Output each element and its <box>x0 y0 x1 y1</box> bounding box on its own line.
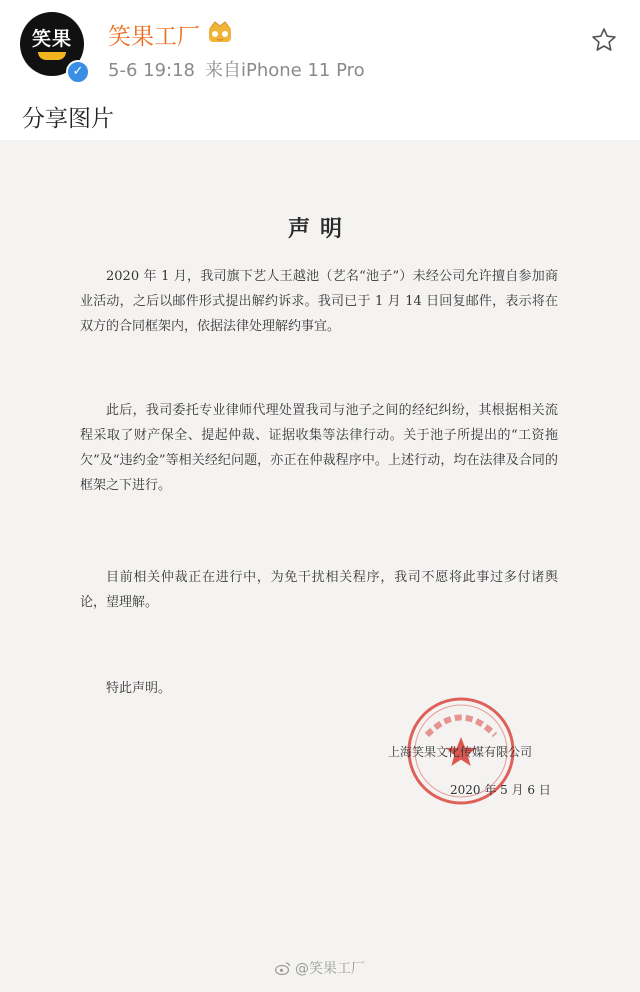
document-title: 声明 <box>287 216 352 242</box>
post-source: 来自iPhone 11 Pro <box>205 60 365 81</box>
post-time: 5-6 19:18 <box>108 60 195 81</box>
document-paragraph: 目前相关仲裁正在进行中，为免干扰相关程序，我司不愿将此事过多付诸舆论，望理解。 <box>80 570 558 610</box>
post-meta <box>108 56 365 82</box>
post-image[interactable] <box>0 140 640 992</box>
weibo-icon <box>275 961 291 975</box>
document-paragraph: 2020 年 1 月，我司旗下艺人王越池（艺名“池子”）未经公司允许擅自参加商业活动，之后以邮件形式提出解约诉求。我司已于 1 月 14 日回复邮件，表示将在双方的合同框架内，依据法律处理解约事宜。 <box>80 269 558 334</box>
verified-icon: ✓ <box>66 60 90 84</box>
avatar-logo-text: 笑果 <box>31 28 72 50</box>
post-header <box>0 0 640 90</box>
document-date: 2020 年 5 月 6 日 <box>450 783 551 797</box>
document-paragraph: 特此声明。 <box>106 681 172 696</box>
watermark-text: @笑果工厂 <box>295 961 365 977</box>
username[interactable]: 笑果工厂 <box>108 24 200 50</box>
crown-icon <box>206 20 234 44</box>
avatar-smile-shape <box>38 52 66 60</box>
image-watermark <box>0 958 640 978</box>
post-text: 分享图片 <box>22 106 114 132</box>
favorite-star-icon[interactable] <box>590 26 618 54</box>
document-paragraph: 此后，我司委托专业律师代理处置我司与池子之间的经纪纠纷，其根据相关流程采取了财产保全、提起仲裁、证据收集等法律行动。关于池子所提出的“工资拖欠”及“违约金”等相关经纪问题，亦正在仲裁程序中。上述行动，均在法律及合同的框架之下进行。 <box>80 403 558 493</box>
company-name: 上海笑果文化传媒有限公司 <box>388 745 533 759</box>
